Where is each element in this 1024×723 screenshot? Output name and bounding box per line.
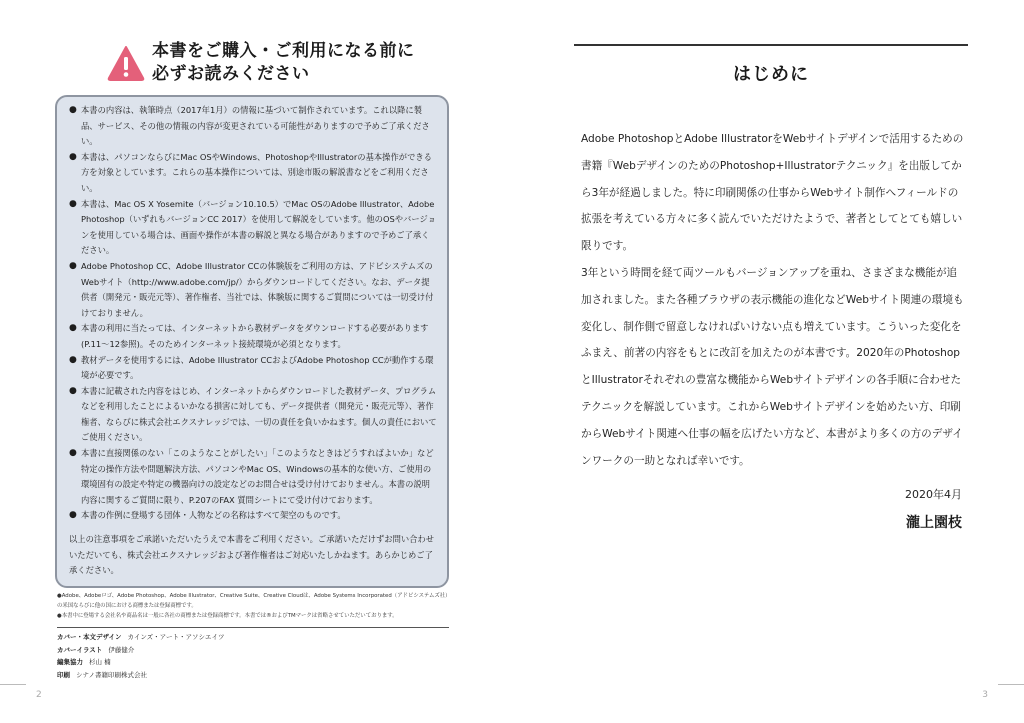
warning-title [152,40,415,86]
notice-item: ● 本書は、Mac OS X Yosemite（バージョン10.10.5）でMac OSのAdobe Illustrator、Adobe Photoshop（いずれもバージョンCC 2017）を使用して解説をしています。他のOSやバージョンを使用している場合は、画面や操作が本書の解説と異なる場合がありますので予めご了承ください。 [69,197,437,259]
notice-box [55,95,449,588]
credit-row [57,631,224,644]
page-edge-line [0,684,26,685]
notice-item: ● 本書の内容は、執筆時点（2017年1月）の情報に基づいて制作されています。これ以降に製品、サービス、その他の情報の内容が変更されている可能性がありますので予めご了承ください。 [69,103,437,150]
credits [57,631,224,681]
notice-item: ● 本書に記載された内容をはじめ、インターネットからダウンロードした教材データ、プログラムなどを利用したことによるいかなる損害に対しても、データ提供者（開発元・販売元等）、著作権者、ならびに株式会社エクスナレッジでは、一切の責任を負いかねます。個人の責任においてご使用ください。 [69,384,437,446]
warning-icon [107,45,145,81]
intro-text [581,126,966,474]
page-number-left: 2 [36,690,42,700]
credit-row [57,656,224,669]
credit-name: 伊藤健介 [108,645,135,654]
credit-role: 編集協力 [57,658,83,666]
warning-title-line2: 必ずお読みください [152,64,310,84]
credit-role: カバーイラスト [57,645,103,654]
notice-list [69,103,437,524]
credit-row [57,669,224,682]
right-page [512,0,1024,723]
credit-name: 杉山 楠 [89,658,111,666]
divider [57,627,449,628]
trademark-notice [57,591,449,621]
credit-name: シナノ書籍印刷株式会社 [76,670,148,679]
warning-title-line1: 本書をご購入・ご利用になる前に [152,41,415,61]
notice-item: ● Adobe Photoshop CC、Adobe Illustrator CCの体験版をご利用の方は、アドビシステムズのWebサイト（http://www.adobe.com/jp/）からダウンロードしてください。なお、データ提供者（開発元・販売元等）、著作権者、当社では、体験版に関するご質問については一切受け付けておりません。 [69,259,437,321]
trademark-line: ●本書中に登場する会社名や商品名は一般に各社の商標または登録商標です。本書では®およびTMマークは省略させていただいております。 [57,613,398,619]
intro-paragraph: Adobe PhotoshopとAdobe IllustratorをWebサイトデザインで活用するための書籍『WebデザインのためのPhotoshop+Illustratorテクニック』を出版してから3年が経過しました。特に印刷関係の仕事からWebサイト制作へフィールドの拡張を考えている方々に多く読んでいただけたようで、著者としてとても嬉しい限りです。 [581,133,964,253]
title-rule [574,44,968,46]
credit-name: カインズ・アート・アソシエイツ [127,633,225,641]
page-title: はじめに [733,64,809,85]
credit-role: 印刷 [57,670,70,679]
trademark-line: ●Adobe、Adobeロゴ、Adobe Photoshop、Adobe Illustrator、Creative Suite、Creative Cloudは、Adobe Systems Incorporated（アドビシステムズ社）の米国ならびに他の国における商標または登録商標です。 [57,593,448,609]
author-name: 瀧上園枝 [906,515,962,531]
notice-closing-text: 以上の注意事項をご承諾いただいたうえで本書をご利用ください。ご承諾いただけずお問い合わせいただいても、株式会社エクスナレッジおよび著作権者はご対応いたしかねます。あらかじめご了承ください。 [69,534,435,576]
date: 2020年4月 [905,488,962,501]
notice-item: ● 本書に直接関係のない「このようなことがしたい」「このようなときはどうすればよいか」など特定の操作方法や問題解決方法、パソコンやMac OS、Windowsの基本的な使い方、ご使用の環境固有の設定や特定の機器向けの設定などのお問合せは受け付けておりません。本書の説明内容に関するご質問に限り、P.207のFAX 質問シートにて受け付けております。 [69,446,437,508]
page-edge-line [998,684,1024,685]
intro-paragraph: 3年という時間を経て両ツールもバージョンアップを重ね、さまざまな機能が追加されました。また各種ブラウザの表示機能の進化などWebサイト関連の環境も変化し、制作側で留意しなければいけない点も増えています。こういった変化をふまえ、前著の内容をもとに改訂を加えたのが本書です。2020年のPhotoshopとIllustratorそれぞれの豊富な機能からWebサイトデザインの各手順に合わせたテクニックを解説しています。これからWebサイトデザインを始めたい方、印刷からWebサイト関連へ仕事の幅を広げたい方など、本書がより多くの方のデザインワークの一助となれば幸いです。 [581,266,964,467]
notice-item: ● 教材データを使用するには、Adobe Illustrator CCおよびAdobe Photoshop CCが動作する環境が必要です。 [69,353,437,384]
notice-item: ● 本書の利用に当たっては、インターネットから教材データをダウンロードする必要があります(P.11～12参照)。そのためインターネット接続環境が必須となります。 [69,321,437,352]
notice-item: ● 本書は、パソコンならびにMac OSやWindows、PhotoshopやIllustratorの基本操作ができる方を対象としています。これらの基本操作については、別途市販の解説書などをご利用ください。 [69,150,437,197]
notice-item: ● 本書の作例に登場する団体・人物などの名称はすべて架空のものです。 [69,508,437,524]
credit-row [57,644,224,657]
credit-role: カバー・本文デザイン [57,633,122,641]
page-number-right: 3 [982,690,988,700]
